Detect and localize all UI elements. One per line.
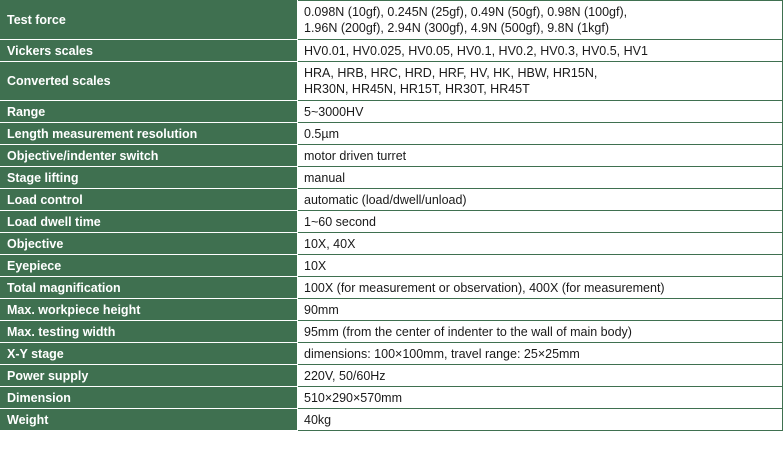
spec-value-line: 100X (for measurement or observation), 400X (for measurement) — [304, 280, 665, 295]
spec-label-cell: Power supply — [1, 365, 298, 387]
spec-value-cell — [298, 123, 783, 145]
spec-value-cell — [298, 387, 783, 409]
spec-label-cell: Max. workpiece height — [1, 299, 298, 321]
spec-label-cell: Max. testing width — [1, 321, 298, 343]
table-row — [1, 299, 783, 321]
spec-value-line: 10X — [304, 258, 327, 273]
spec-value-line: dimensions: 100×100mm, travel range: 25×25mm — [304, 346, 580, 361]
table-row — [1, 123, 783, 145]
spec-label-cell: Length measurement resolution — [1, 123, 298, 145]
spec-value-cell — [298, 101, 783, 123]
spec-value-line: 0.098N (10gf), 0.245N (25gf), 0.49N (50gf), 0.98N (100gf), — [304, 5, 628, 19]
table-row — [1, 167, 783, 189]
spec-value-cell — [298, 365, 783, 387]
spec-label-cell: Converted scales — [1, 62, 298, 101]
table-row — [1, 233, 783, 255]
spec-label-cell: Total magnification — [1, 277, 298, 299]
table-row — [1, 62, 783, 101]
spec-label-cell: Load control — [1, 189, 298, 211]
spec-value-line: 90mm — [304, 302, 339, 317]
table-row — [1, 387, 783, 409]
table-row — [1, 40, 783, 62]
spec-label-cell: X-Y stage — [1, 343, 298, 365]
spec-value-cell — [298, 321, 783, 343]
spec-value-cell — [298, 189, 783, 211]
spec-value-line: automatic (load/dwell/unload) — [304, 192, 467, 207]
table-row — [1, 101, 783, 123]
table-row — [1, 365, 783, 387]
spec-value-cell — [298, 145, 783, 167]
spec-label-cell: Test force — [1, 1, 298, 40]
spec-value-line: HV0.01, HV0.025, HV0.05, HV0.1, HV0.2, HV0.3, HV0.5, HV1 — [304, 43, 648, 58]
spec-value-cell — [298, 40, 783, 62]
spec-label-cell: Weight — [1, 409, 298, 431]
spec-value-line: 1~60 second — [304, 214, 376, 229]
spec-value-cell — [298, 409, 783, 431]
spec-value-line: 10X, 40X — [304, 236, 356, 251]
table-row — [1, 343, 783, 365]
table-row — [1, 189, 783, 211]
spec-value-cell — [298, 167, 783, 189]
table-row — [1, 277, 783, 299]
spec-value-line: manual — [304, 170, 345, 185]
spec-value-line: 40kg — [304, 412, 332, 427]
spec-value-cell — [298, 211, 783, 233]
spec-label-cell: Stage lifting — [1, 167, 298, 189]
spec-value-line: 95mm (from the center of indenter to the wall of main body) — [304, 324, 632, 339]
specifications-table-body — [1, 1, 783, 431]
spec-label-cell: Dimension — [1, 387, 298, 409]
spec-value-line: HRA, HRB, HRC, HRD, HRF, HV, HK, HBW, HR15N, — [304, 66, 598, 80]
spec-value-cell — [298, 343, 783, 365]
spec-value-cell — [298, 255, 783, 277]
table-row — [1, 321, 783, 343]
table-row — [1, 211, 783, 233]
table-row — [1, 145, 783, 167]
spec-value-line: 0.5µm — [304, 126, 339, 141]
spec-value-cell — [298, 233, 783, 255]
spec-value-line: 220V, 50/60Hz — [304, 368, 386, 383]
spec-value-cell — [298, 62, 783, 101]
spec-value-cell — [298, 277, 783, 299]
spec-label-cell: Vickers scales — [1, 40, 298, 62]
spec-label-cell: Load dwell time — [1, 211, 298, 233]
spec-value-line: motor driven turret — [304, 148, 407, 163]
table-row — [1, 409, 783, 431]
spec-value-line: 1.96N (200gf), 2.94N (300gf), 4.9N (500gf), 9.8N (1kgf) — [304, 21, 610, 35]
spec-label-cell: Eyepiece — [1, 255, 298, 277]
table-row — [1, 255, 783, 277]
spec-label-cell: Objective — [1, 233, 298, 255]
spec-value-line: HR30N, HR45N, HR15T, HR30T, HR45T — [304, 82, 530, 96]
spec-label-cell: Range — [1, 101, 298, 123]
table-row — [1, 1, 783, 40]
spec-value-line: 510×290×570mm — [304, 390, 402, 405]
spec-value-line: 5~3000HV — [304, 104, 364, 119]
spec-value-cell — [298, 1, 783, 40]
spec-value-cell — [298, 299, 783, 321]
spec-label-cell: Objective/indenter switch — [1, 145, 298, 167]
